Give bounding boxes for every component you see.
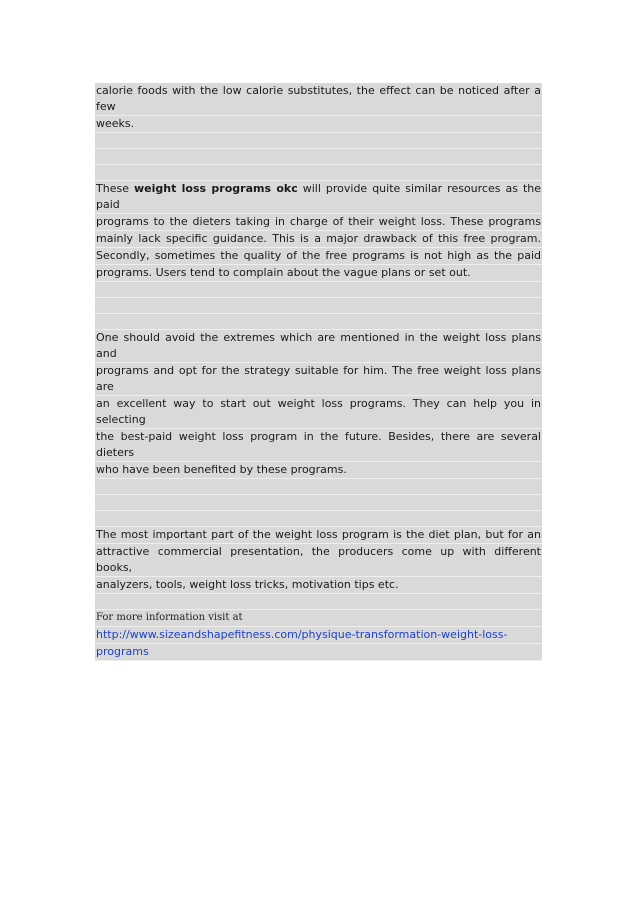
blank-line bbox=[95, 133, 542, 149]
blank-line bbox=[95, 511, 542, 527]
paragraph-2-line-3: mainly lack specific guidance. This is a major drawback of this free program. bbox=[95, 231, 542, 248]
paragraph-4-line-2: attractive commercial presentation, the producers come up with different books, bbox=[95, 544, 542, 577]
document-body bbox=[95, 83, 542, 661]
paragraph-4-line-1: The most important part of the weight loss program is the diet plan, but for an bbox=[95, 527, 542, 544]
blank-line bbox=[95, 495, 542, 511]
source-link-line-2[interactable]: programs bbox=[95, 644, 542, 661]
blank-line bbox=[95, 298, 542, 314]
paragraph-2-rest: will provide quite similar resources as the paid bbox=[96, 182, 541, 211]
blank-line bbox=[95, 282, 542, 298]
blank-line bbox=[95, 165, 542, 181]
paragraph-2-line-4: Secondly, sometimes the quality of the free programs is not high as the paid bbox=[95, 248, 542, 265]
keyword-weight-loss-programs-okc: weight loss programs okc bbox=[133, 182, 298, 195]
paragraph-3-line-4: the best-paid weight loss program in the future. Besides, there are several dieters bbox=[95, 429, 542, 462]
paragraph-1-line-2: weeks. bbox=[95, 116, 542, 133]
source-link-line-1[interactable]: http://www.sizeandshapefitness.com/physique-transformation-weight-loss- bbox=[95, 627, 542, 644]
paragraph-2-line-1 bbox=[95, 181, 542, 214]
blank-line bbox=[95, 149, 542, 165]
paragraph-2-line-2: programs to the dieters taking in charge of their weight loss. These programs bbox=[95, 214, 542, 231]
paragraph-3-line-2: programs and opt for the strategy suitable for him. The free weight loss plans are bbox=[95, 363, 542, 396]
paragraph-2-line-5: programs. Users tend to complain about the vague plans or set out. bbox=[95, 265, 542, 282]
blank-line bbox=[95, 479, 542, 495]
paragraph-3-line-3: an excellent way to start out weight loss programs. They can help you in selecting bbox=[95, 396, 542, 429]
blank-line bbox=[95, 314, 542, 330]
more-info-label: For more information visit at bbox=[95, 610, 542, 627]
paragraph-2-intro: These bbox=[96, 182, 134, 195]
paragraph-3-line-5: who have been benefited by these programs. bbox=[95, 462, 542, 479]
paragraph-1-line-1: calorie foods with the low calorie substitutes, the effect can be noticed after a few bbox=[95, 83, 542, 116]
blank-line bbox=[95, 594, 542, 610]
paragraph-4-line-3: analyzers, tools, weight loss tricks, motivation tips etc. bbox=[95, 577, 542, 594]
paragraph-3-line-1: One should avoid the extremes which are mentioned in the weight loss plans and bbox=[95, 330, 542, 363]
